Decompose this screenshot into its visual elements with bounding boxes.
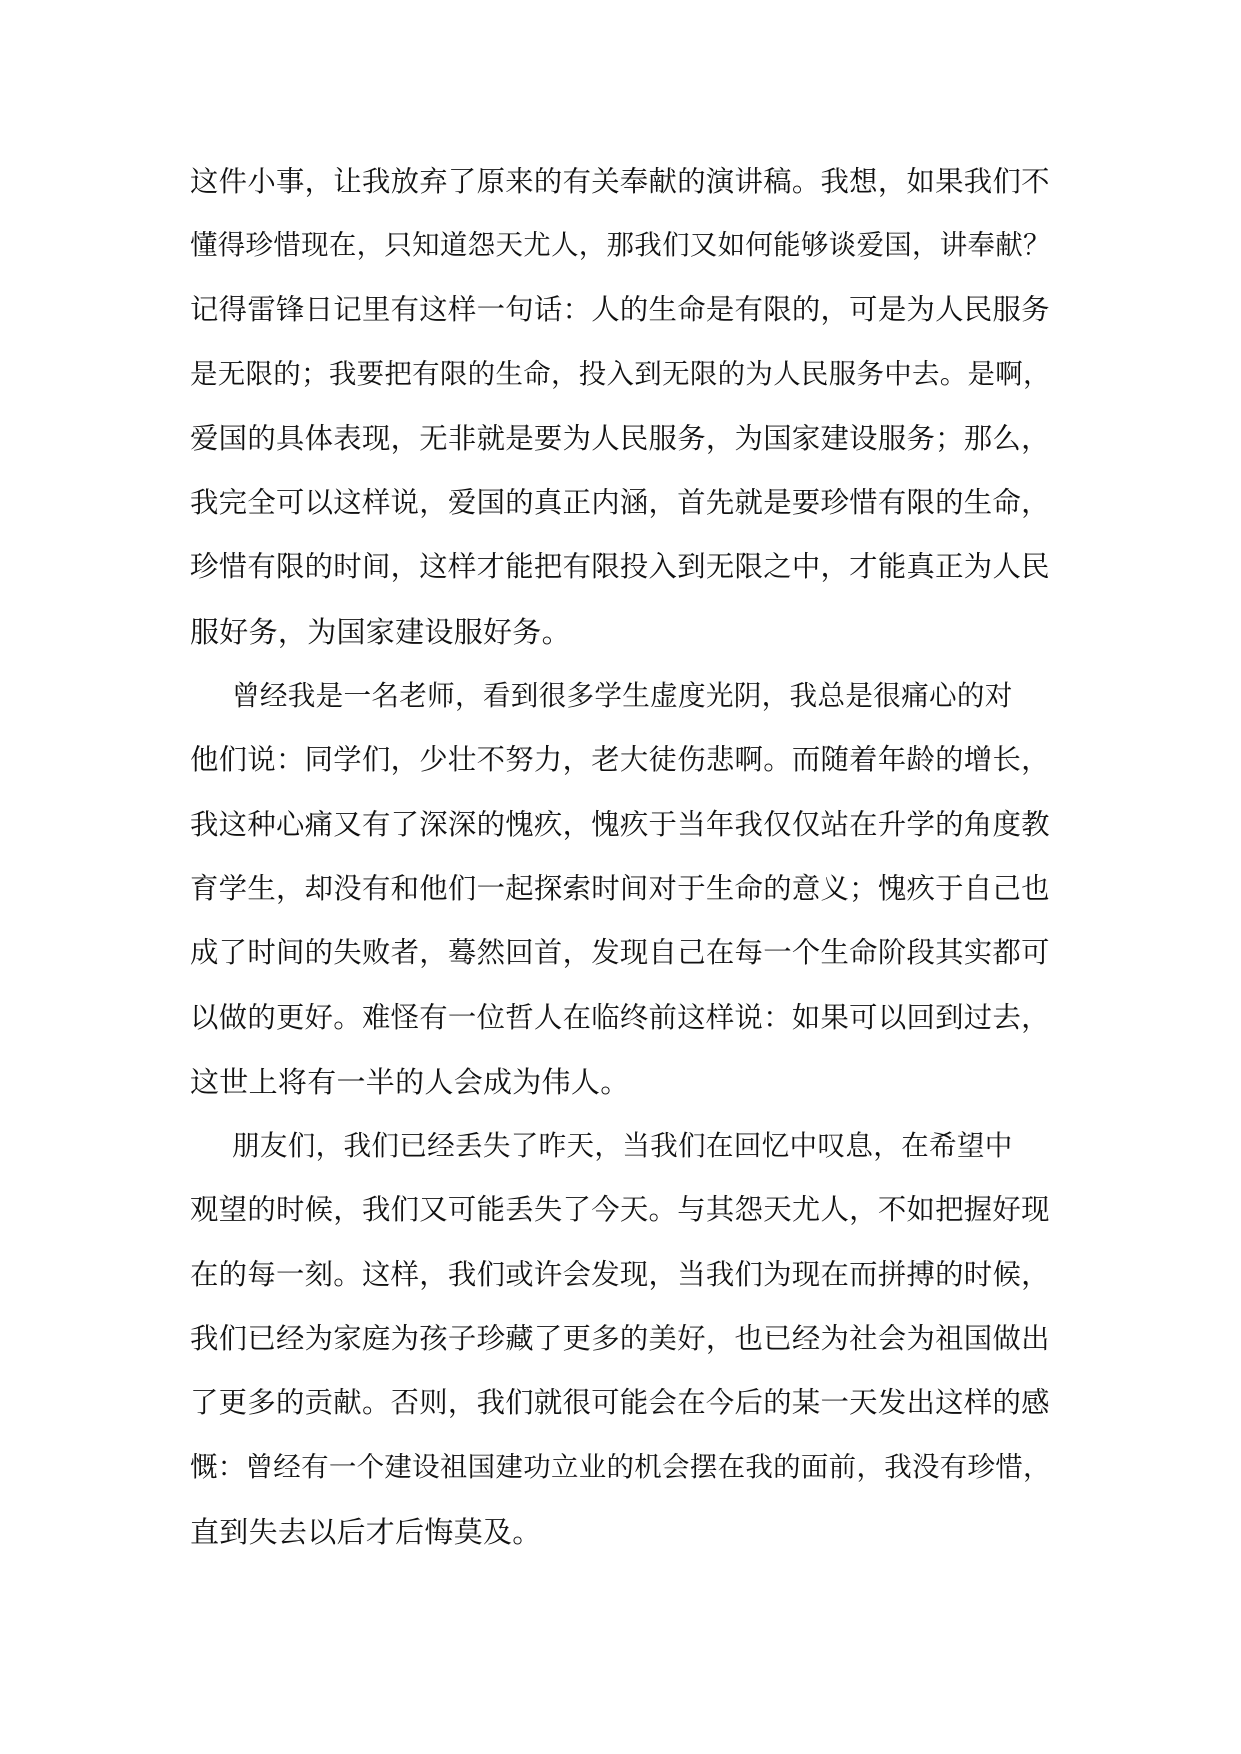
paragraph-2-line-1: 曾经我是一名老师，看到很多学生虚度光阴，我总是很痛心的对: [232, 679, 1013, 712]
paragraph-3-line-3: 在的每一刻。这样，我们或许会发现，当我们为现在而拼搏的时候，: [190, 1258, 1050, 1291]
paragraph-2-line-6: 以做的更好。难怪有一位哲人在临终前这样说：如果可以回到过去，: [190, 1001, 1050, 1034]
paragraph-1-line-5: 爱国的具体表现，无非就是要为人民服务，为国家建设服务；那么，: [190, 422, 1050, 455]
paragraph-2-line-2: 他们说：同学们，少壮不努力，老大徒伤悲啊。而随着年龄的增长，: [190, 743, 1050, 776]
paragraph-1-line-4: 是无限的；我要把有限的生命，投入到无限的为人民服务中去。是啊，: [190, 359, 1051, 390]
paragraph-3-line-6: 慨：曾经有一个建设祖国建功立业的机会摆在我的面前，我没有珍惜，: [190, 1452, 1051, 1483]
paragraph-3-line-5: 了更多的贡献。否则，我们就很可能会在今后的某一天发出这样的感: [190, 1386, 1050, 1419]
paragraph-1-line-1: 这件小事，让我放弃了原来的有关奉献的演讲稿。我想，如果我们不: [190, 165, 1050, 198]
paragraph-1-line-3: 记得雷锋日记里有这样一句话：人的生命是有限的，可是为人民服务: [190, 293, 1050, 326]
paragraph-1-line-7: 珍惜有限的时间，这样才能把有限投入到无限之中，才能真正为人民: [190, 550, 1050, 583]
paragraph-1-line-6: 我完全可以这样说，爱国的真正内涵，首先就是要珍惜有限的生命，: [190, 486, 1050, 519]
paragraph-2-line-7: 这世上将有一半的人会成为伟人。: [190, 1065, 630, 1099]
paragraph-3-line-7: 直到失去以后才后悔莫及。: [190, 1515, 542, 1549]
paragraph-3-line-1: 朋友们，我们已经丢失了昨天，当我们在回忆中叹息，在希望中: [232, 1129, 1013, 1162]
paragraph-3-line-2: 观望的时候，我们又可能丢失了今天。与其怨天尤人，不如把握好现: [190, 1193, 1050, 1226]
paragraph-2-line-5: 成了时间的失败者，蓦然回首，发现自己在每一个生命阶段其实都可: [190, 936, 1050, 969]
paragraph-2-line-3: 我这种心痛又有了深深的愧疚，愧疚于当年我仅仅站在升学的角度教: [190, 808, 1050, 841]
paragraph-2-line-4: 育学生，却没有和他们一起探索时间对于生命的意义；愧疚于自己也: [190, 872, 1050, 905]
paragraph-1-line-2: 懂得珍惜现在，只知道怨天尤人，那我们又如何能够谈爱国，讲奉献？: [190, 230, 1051, 261]
paragraph-1-line-8: 服好务，为国家建设服好务。: [190, 615, 571, 649]
paragraph-3-line-4: 我们已经为家庭为孩子珍藏了更多的美好，也已经为社会为祖国做出: [190, 1322, 1050, 1355]
